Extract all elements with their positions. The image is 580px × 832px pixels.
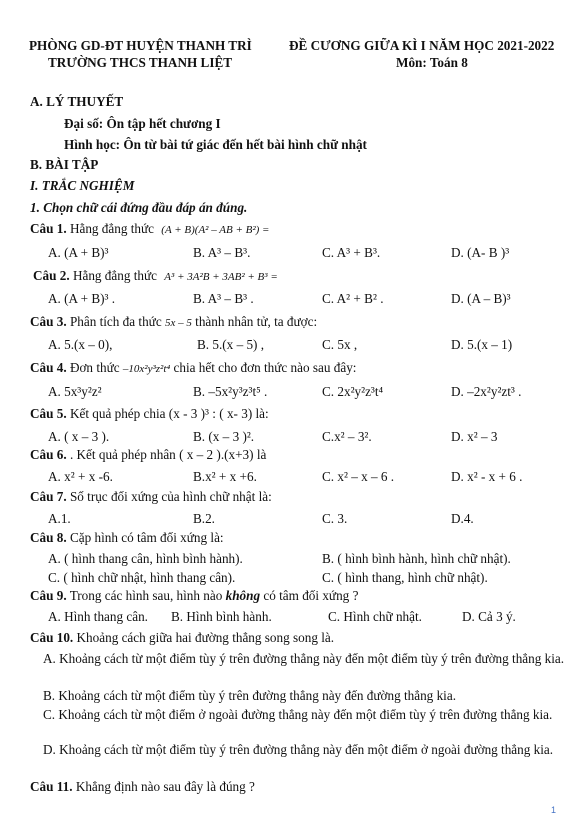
question-text: Hằng đẳng thức (69, 221, 154, 236)
q1-option-c: C. A³ + B³. (322, 245, 381, 260)
school-name: TRƯỜNG THCS THANH LIỆT (48, 55, 233, 70)
q8-option-c: C. ( hình chữ nhật, hình thang cân). (48, 570, 236, 585)
exercises-heading: B. BÀI TẬP (30, 157, 99, 172)
question-label: Câu 4. (30, 360, 67, 375)
question-expression: –10x²y³z²t⁴ (122, 363, 171, 375)
question-label: Câu 7. (30, 489, 67, 504)
question-text: Kết quả phép chia (x - 3 )³ : ( x- 3) là: (69, 406, 269, 421)
question-label: Câu 2. (33, 268, 70, 283)
question-text: Khoảng cách giữa hai đường thẳng song song là. (76, 630, 335, 645)
q5-option-d: D. x² – 3 (451, 429, 498, 444)
q9-option-b: B. Hình bình hành. (171, 609, 272, 624)
question-text: Đơn thức (69, 360, 120, 375)
q1-option-b: B. A³ – B³. (193, 245, 251, 260)
question-label: Câu 6. (30, 447, 67, 462)
q10-option-d: D. Khoảng cách từ một điểm tùy ý trên đường thẳng này đến một điểm ở ngoài đường thẳng kia. (43, 742, 554, 757)
q6-option-d: D. x² - x + 6 . (451, 469, 523, 484)
question-text: Hằng đẳng thức (72, 268, 157, 283)
question-label: Câu 11. (30, 779, 73, 794)
algebra-scope: Đại số: Ôn tập hết chương I (64, 116, 221, 131)
question-10 (30, 630, 334, 646)
question-text-continued: thành nhân tử, ta được: (195, 314, 318, 329)
q2-option-c: C. A² + B² . (322, 291, 384, 306)
q7-option-a: A.1. (48, 511, 71, 526)
question-emphasis: không (225, 588, 261, 603)
question-11 (30, 779, 255, 795)
question-label: Câu 8. (30, 530, 67, 545)
q4-option-b: B. –5x²y³z³t⁵ . (193, 384, 268, 399)
question-text-continued: có tâm đối xứng ? (263, 588, 359, 603)
q1-option-a: A. (A + B)³ (48, 245, 109, 260)
q10-option-c: C. Khoảng cách từ một điểm ở ngoài đường thẳng này đến một điểm tùy ý trên đường thẳng kia. (43, 707, 553, 722)
document-title: ĐỀ CƯƠNG GIỮA KÌ I NĂM HỌC 2021-2022 (289, 38, 555, 53)
q2-option-d: D. (A – B)³ (451, 291, 511, 306)
q5-option-a: A. ( x – 3 ). (48, 429, 110, 444)
q8-option-a: A. ( hình thang cân, hình bình hành). (48, 551, 243, 566)
question-text-continued: chia hết cho đơn thức nào sau đây: (173, 360, 357, 375)
question-6 (30, 447, 266, 463)
q4-option-d: D. –2x²y²zt³ . (451, 384, 522, 399)
q1-option-d: D. (A- B )³ (451, 245, 510, 260)
question-expression: 5x – 5 (164, 317, 192, 329)
q6-option-a: A. x² + x -6. (48, 469, 113, 484)
department-name: PHÒNG GD-ĐT HUYỆN THANH TRÌ (29, 38, 252, 53)
q3-option-d: D. 5.(x – 1) (451, 337, 513, 352)
question-label: Câu 9. (30, 588, 67, 603)
question-9 (30, 588, 358, 604)
question-5 (30, 406, 269, 422)
page-number: 1 (551, 805, 557, 815)
question-7 (30, 489, 272, 505)
q8-option-b: B. ( hình bình hành, hình chữ nhật). (322, 551, 511, 566)
question-label: Câu 1. (30, 221, 67, 236)
q10-option-a: A. Khoảng cách từ một điểm tùy ý trên đường thẳng này đến một điểm tùy ý trên đường thẳng kia. (43, 651, 565, 666)
q4-option-a: A. 5x³y²z² (48, 384, 102, 399)
theory-heading: A. LÝ THUYẾT (30, 94, 124, 109)
q6-option-c: C. x² – x – 6 . (322, 469, 395, 484)
question-text: Phân tích đa thức (69, 314, 162, 329)
q3-option-a: A. 5.(x – 0), (48, 337, 113, 352)
q9-option-d: D. Cả 3 ý. (462, 609, 516, 624)
question-4 (30, 360, 356, 376)
question-expression: A³ + 3A²B + 3AB² + B³ = (164, 271, 278, 283)
q4-option-c: C. 2x²y²z³t⁴ (322, 384, 384, 399)
q8-option-d: C. ( hình thang, hình chữ nhật). (322, 570, 488, 585)
q6-option-b: B.x² + x +6. (193, 469, 257, 484)
q7-option-d: D.4. (451, 511, 474, 526)
question-2 (33, 268, 278, 284)
question-text: Khẳng định nào sau đây là đúng ? (75, 779, 255, 794)
q9-option-c: C. Hình chữ nhật. (328, 609, 422, 624)
question-text: Cặp hình có tâm đối xứng là: (69, 530, 224, 545)
q10-option-b: B. Khoảng cách từ một điểm tùy ý trên đường thẳng này đến đường thẳng kia. (43, 688, 456, 703)
q5-option-c: C.x² – 3². (322, 429, 372, 444)
q2-option-a: A. (A + B)³ . (48, 291, 116, 306)
q7-option-c: C. 3. (322, 511, 348, 526)
multiple-choice-heading: I. TRẮC NGHIỆM (30, 178, 135, 193)
question-3 (30, 314, 317, 330)
q3-option-b: B. 5.(x – 5) , (197, 337, 265, 352)
question-text: Số trục đối xứng của hình chữ nhật là: (69, 489, 272, 504)
question-label: Câu 3. (30, 314, 67, 329)
q2-option-b: B. A³ – B³ . (193, 291, 254, 306)
question-text: . Kết quả phép nhân ( x – 2 ).(x+3) là (69, 447, 267, 462)
question-label: Câu 10. (30, 630, 74, 645)
geometry-scope: Hình học: Ôn từ bài tứ giác đến hết bài hình chữ nhật (64, 137, 367, 152)
q3-option-c: C. 5x , (322, 337, 358, 352)
question-1 (30, 221, 269, 237)
q5-option-b: B. (x – 3 )². (193, 429, 255, 444)
question-8 (30, 530, 224, 546)
question-label: Câu 5. (30, 406, 67, 421)
q9-option-a: A. Hình thang cân. (48, 609, 148, 624)
q7-option-b: B.2. (193, 511, 215, 526)
subject-label: Môn: Toán 8 (396, 55, 468, 70)
question-expression: (A + B)(A² – AB + B²) = (161, 224, 270, 236)
instruction: 1. Chọn chữ cái đứng đầu đáp án đúng. (30, 200, 248, 215)
question-text: Trong các hình sau, hình nào (69, 588, 223, 603)
